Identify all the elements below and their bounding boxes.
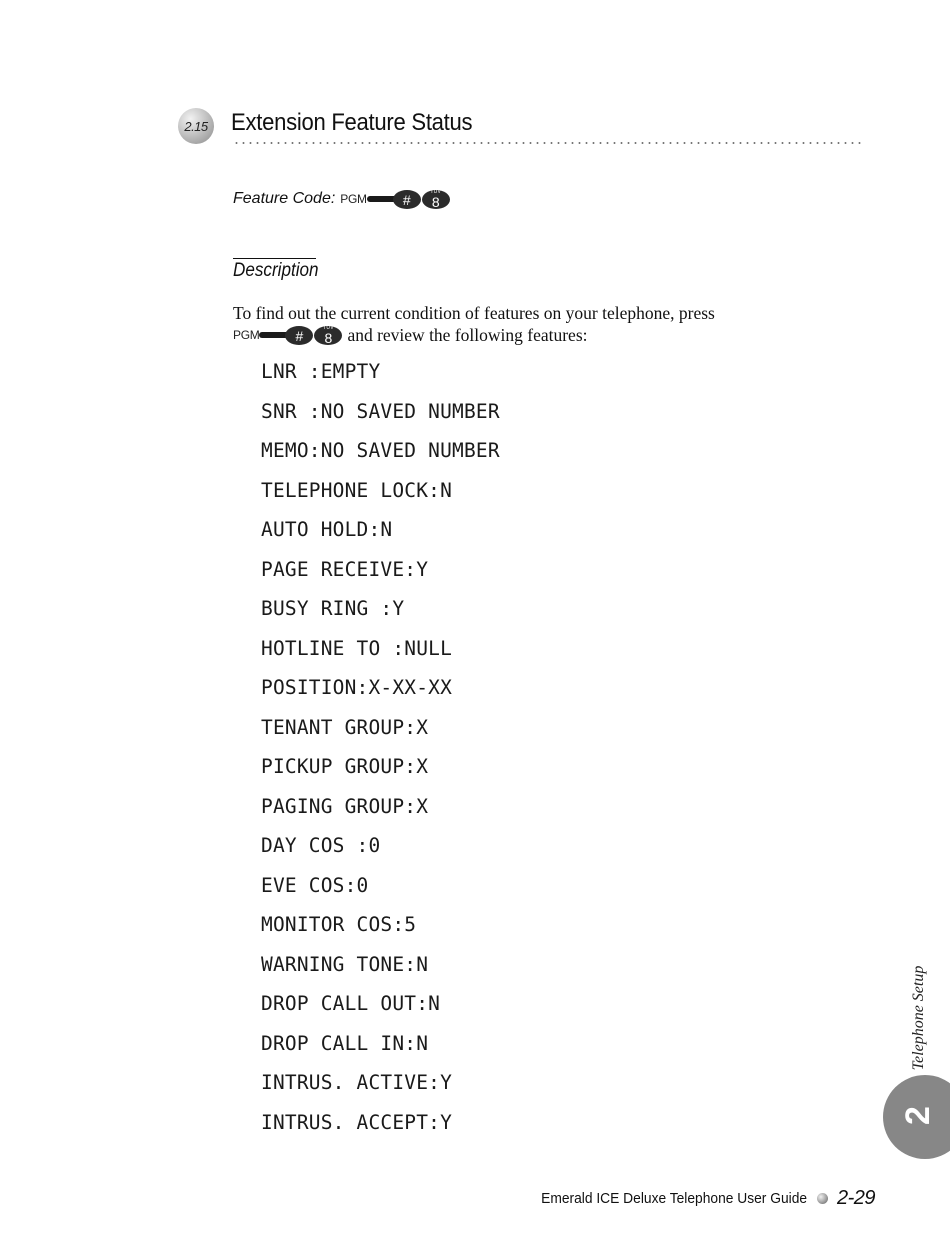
lcd-line: DROP CALL IN:N: [261, 1031, 429, 1055]
section-number-badge: [178, 108, 214, 144]
lcd-line: INTRUS. ACCEPT:Y: [261, 1110, 453, 1134]
lcd-line: MONITOR COS:5: [261, 913, 417, 936]
page-footer: [480, 1184, 875, 1212]
page-number: 2-29: [836, 1186, 875, 1209]
section-title: Extension Feature Status: [231, 109, 473, 136]
pgm-key-label: PGM: [233, 328, 260, 342]
lcd-line: WARNING TONE:N: [261, 952, 429, 976]
lcd-line: MEMO:NO SAVED NUMBER: [261, 439, 500, 462]
lcd-line: EVE COS:0: [261, 873, 369, 897]
feature-code-line: [233, 188, 451, 210]
guide-title: Emerald ICE Deluxe Telephone User Guide: [541, 1189, 807, 1207]
description-heading: Description: [233, 260, 319, 281]
lcd-line: TELEPHONE LOCK:N: [261, 478, 453, 502]
lcd-line: INTRUS. ACTIVE:Y: [261, 1071, 453, 1094]
lcd-line: DROP CALL OUT:N: [261, 992, 441, 1015]
description-text-tail: and review the following features:: [347, 324, 588, 345]
lcd-line: BUSY RING :Y: [261, 597, 405, 620]
eight-key-icon: TUV 8: [314, 326, 342, 345]
lcd-feature-list: [261, 358, 500, 1148]
eight-key-icon: TUV 8: [422, 190, 450, 209]
description-rule: [233, 258, 316, 259]
lcd-line: POSITION:X-XX-XX: [261, 676, 453, 699]
lcd-line: HOTLINE TO :NULL: [261, 636, 453, 660]
description-text-line2: [233, 324, 588, 346]
bullet-sphere-icon: [817, 1193, 828, 1204]
pound-key-icon: #: [393, 190, 421, 209]
lcd-line: AUTO HOLD:N: [261, 518, 393, 541]
lcd-line: SNR :NO SAVED NUMBER: [261, 399, 500, 423]
dotted-divider: [233, 142, 861, 144]
lcd-line: TENANT GROUP:X: [261, 715, 429, 739]
lcd-line: PICKUP GROUP:X: [261, 755, 429, 778]
feature-code-label: Feature Code:: [233, 190, 336, 207]
chapter-tab-text: Telephone Setup: [910, 965, 927, 1070]
section-number: 2.15: [184, 118, 208, 134]
lcd-line: PAGE RECEIVE:Y: [261, 557, 429, 581]
lcd-line: DAY COS :0: [261, 834, 381, 857]
lcd-line: LNR :EMPTY: [261, 360, 381, 383]
lcd-line: PAGING GROUP:X: [261, 794, 429, 818]
description-text-line1: To find out the current condition of features on your telephone, press: [233, 303, 715, 323]
chapter-number: [893, 1093, 943, 1137]
pgm-key-label: PGM: [340, 192, 367, 206]
chapter-number-text: 2: [898, 1105, 937, 1125]
pound-key-icon: #: [285, 326, 313, 345]
chapter-tab-label: [889, 955, 949, 1080]
